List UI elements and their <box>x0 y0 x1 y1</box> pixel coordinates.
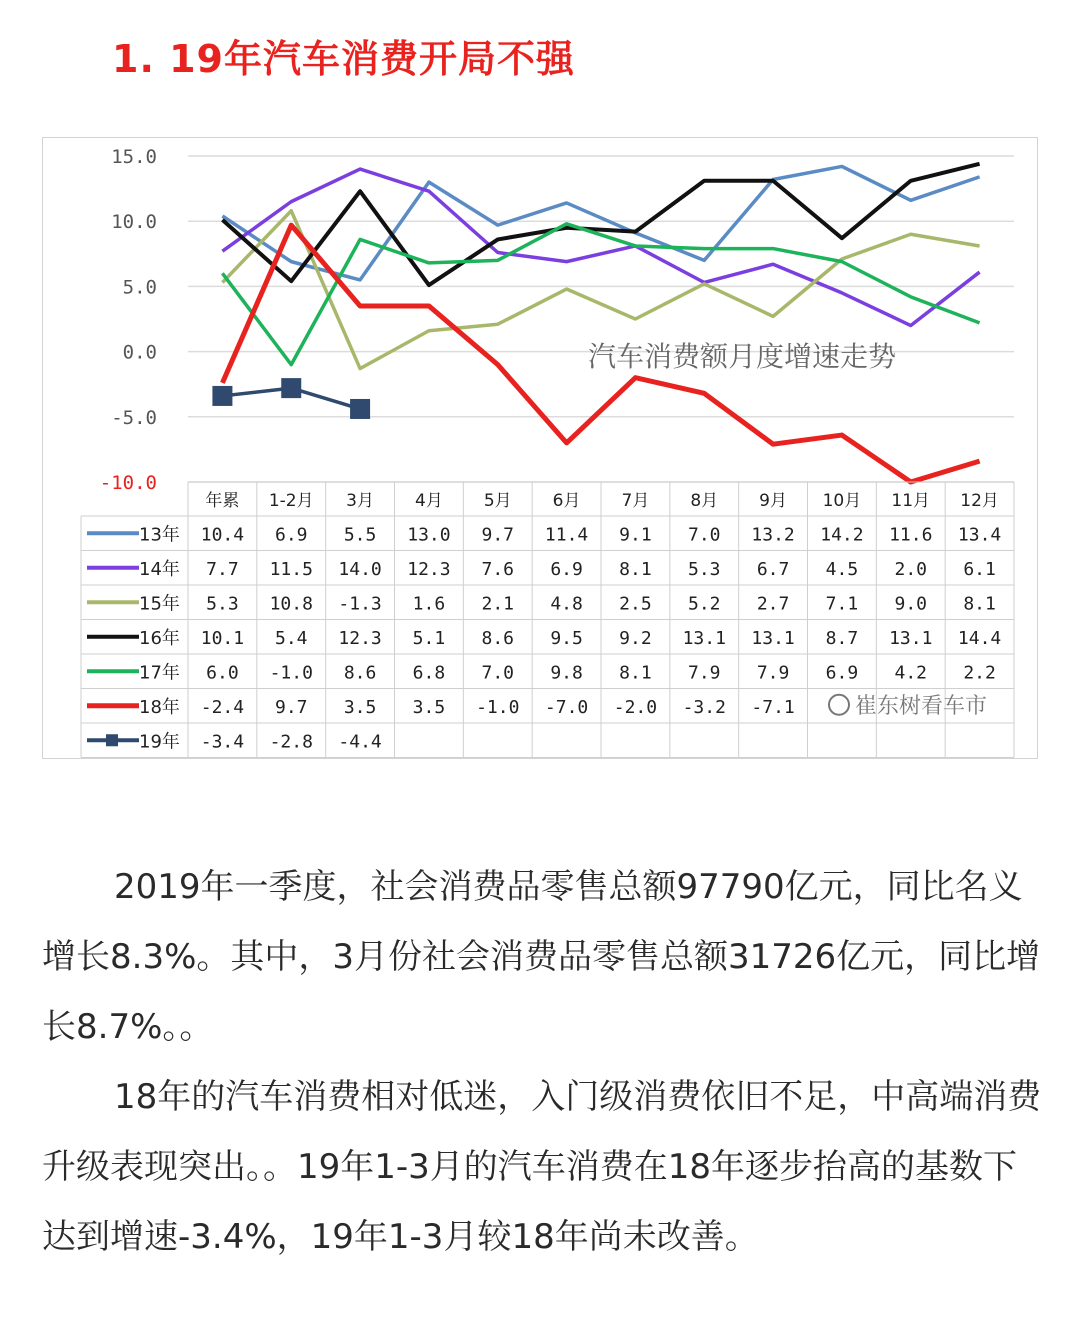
data-label: -1.0 <box>269 662 313 684</box>
data-label: 7.1 <box>825 593 859 615</box>
data-label: 2.0 <box>894 558 928 580</box>
data-label: 2.5 <box>619 593 652 615</box>
data-label: -4.4 <box>338 731 382 753</box>
data-label: 13.1 <box>889 627 933 649</box>
data-label: 13.0 <box>407 524 451 546</box>
data-label: 7.6 <box>481 558 515 580</box>
data-label: 8.1 <box>619 558 652 580</box>
series-line <box>222 169 979 325</box>
x-tick-label: 年累 <box>205 491 240 511</box>
data-label: 5.4 <box>274 627 308 649</box>
data-label: 2.2 <box>963 662 996 684</box>
watermark: 崔东树看车市 <box>855 693 988 719</box>
data-label: 8.6 <box>343 662 377 684</box>
chart-title: 汽车消费额月度增速走势 <box>588 340 897 373</box>
paragraph-2-text: 18年的汽车消费相对低迷，入门级消费依旧不足，中高端消费升级表现突出。。19年1-3月的汽车消费在18年逐步抬高的基数下达到增速-3.4%，19年1-3月较18年尚未改善。 <box>42 1077 1042 1257</box>
data-label: 4.2 <box>894 662 928 684</box>
data-label: 9.7 <box>481 524 515 546</box>
x-tick-label: 1-2月 <box>268 491 314 511</box>
legend-label: 19年 <box>139 731 180 753</box>
y-tick-label: 10.0 <box>111 211 157 234</box>
data-label: 4.8 <box>550 593 583 615</box>
section-heading: 1. 19年汽车消费开局不强 <box>112 37 575 81</box>
data-label: 12.3 <box>338 627 382 649</box>
data-label: 13.1 <box>751 627 795 649</box>
data-label: 5.2 <box>687 593 721 615</box>
data-label: 6.1 <box>963 558 996 580</box>
data-label: 6.8 <box>412 662 446 684</box>
data-label: 6.9 <box>825 662 859 684</box>
data-label: 14.4 <box>957 627 1002 649</box>
y-tick-label: -10.0 <box>99 472 157 494</box>
data-label: 5.5 <box>343 524 377 546</box>
data-label: 7.7 <box>206 558 239 580</box>
data-label: 2.7 <box>756 593 790 615</box>
data-label: -2.0 <box>613 696 658 718</box>
data-label: 5.3 <box>206 593 239 615</box>
data-label: 7.9 <box>756 662 790 684</box>
data-label: -1.3 <box>338 593 382 615</box>
data-label: 13.4 <box>957 524 1002 546</box>
data-point <box>350 399 370 419</box>
data-label: 10.1 <box>200 627 245 649</box>
data-label: 13.2 <box>751 524 795 546</box>
paragraph-1-text: 2019年一季度，社会消费品零售总额97790亿元，同比名义增长8.3%。其中，3月份社会消费品零售总额31726亿元，同比增长8.7%。。 <box>42 867 1041 1047</box>
data-label: 8.1 <box>619 662 652 684</box>
chart-panel <box>42 137 1038 759</box>
data-label: -2.8 <box>269 731 313 753</box>
data-label: 7.0 <box>481 662 515 684</box>
data-label: 6.9 <box>550 558 583 580</box>
y-tick-label: 15.0 <box>111 146 157 168</box>
data-label: 13.1 <box>682 627 726 649</box>
y-tick-label: -5.0 <box>111 406 157 429</box>
legend-label: 13年 <box>139 524 180 546</box>
data-label: 3.5 <box>343 696 377 718</box>
x-tick-label: 6月 <box>552 491 581 511</box>
wechat-icon <box>829 695 849 715</box>
data-label: 7.0 <box>687 524 721 546</box>
x-tick-label: 4月 <box>415 491 443 511</box>
data-label: 9.8 <box>550 662 583 684</box>
data-label: 3.5 <box>412 696 446 718</box>
x-tick-label: 7月 <box>621 491 650 511</box>
data-label: 10.4 <box>200 524 245 546</box>
x-tick-label: 3月 <box>346 491 374 511</box>
data-label: -7.1 <box>751 696 795 718</box>
data-label: -2.4 <box>200 696 245 718</box>
x-tick-label: 11月 <box>891 491 931 511</box>
y-tick-label: 5.0 <box>122 276 157 299</box>
data-label: 9.2 <box>619 627 652 649</box>
data-label: 6.9 <box>274 524 308 546</box>
legend-label: 17年 <box>139 662 180 684</box>
data-label: 6.7 <box>756 558 790 580</box>
data-label: 14.0 <box>338 558 382 580</box>
data-label: 8.7 <box>825 627 859 649</box>
legend-marker <box>106 734 118 746</box>
line-chart <box>43 138 1037 758</box>
data-label: 10.8 <box>269 593 313 615</box>
x-tick-label: 12月 <box>960 491 999 511</box>
legend-label: 16年 <box>139 627 180 649</box>
data-label: 1.6 <box>412 593 446 615</box>
paragraph-1 <box>42 852 1042 1062</box>
x-tick-label: 10月 <box>822 491 862 511</box>
data-label: 14.2 <box>820 524 864 546</box>
data-label: 9.0 <box>894 593 928 615</box>
data-label: 8.1 <box>963 593 996 615</box>
data-label: 8.6 <box>481 627 515 649</box>
data-label: -7.0 <box>544 696 589 718</box>
data-label: 9.5 <box>550 627 583 649</box>
data-label: -3.4 <box>200 731 245 753</box>
data-label: 12.3 <box>407 558 451 580</box>
x-tick-label: 8月 <box>690 491 719 511</box>
x-tick-label: 5月 <box>483 491 512 511</box>
data-point <box>281 378 301 398</box>
x-tick-label: 9月 <box>759 491 787 511</box>
data-label: 6.0 <box>206 662 239 684</box>
data-label: 9.1 <box>619 524 652 546</box>
data-point <box>212 386 232 406</box>
data-label: 11.4 <box>544 524 589 546</box>
data-label: 11.5 <box>269 558 313 580</box>
data-label: 4.5 <box>825 558 859 580</box>
data-label: 5.1 <box>412 627 446 649</box>
data-label: 11.6 <box>889 524 933 546</box>
legend-label: 15年 <box>139 593 180 615</box>
data-label: 7.9 <box>687 662 721 684</box>
data-label: 9.7 <box>274 696 308 718</box>
data-label: -3.2 <box>682 696 726 718</box>
y-tick-label: 0.0 <box>122 341 157 364</box>
data-label: 2.1 <box>481 593 515 615</box>
data-label: 5.3 <box>687 558 721 580</box>
data-label: -1.0 <box>476 696 520 718</box>
paragraph-2 <box>42 1062 1042 1272</box>
legend-label: 14年 <box>139 558 180 580</box>
legend-label: 18年 <box>139 696 180 718</box>
